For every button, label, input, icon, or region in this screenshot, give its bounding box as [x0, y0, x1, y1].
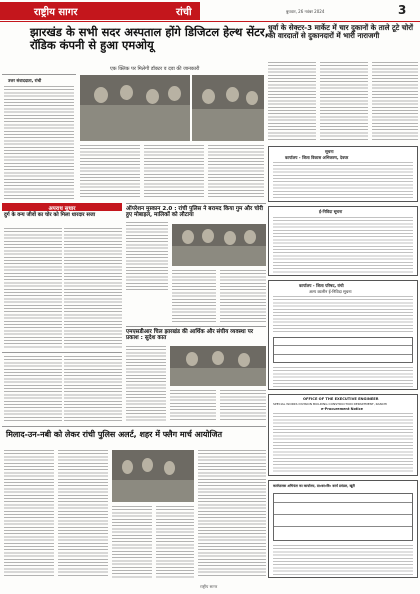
tender-table — [273, 337, 413, 363]
left-lower-col1 — [4, 356, 62, 422]
bottom-text-col5 — [198, 450, 266, 578]
sidebar-text — [4, 86, 74, 200]
page-footer — [0, 582, 420, 594]
crime-banner: अपराध सुधार — [2, 203, 122, 211]
rural-works-notice — [268, 480, 418, 578]
bottom-text-col3 — [112, 506, 152, 578]
bottom-text-col4 — [156, 506, 194, 578]
bottom-text-col1 — [4, 450, 54, 578]
lead-headline: झारखंड के सभी सदर अस्पताल होंगे डिजिटल हेल्थ सेंटर, रॉडिक कंपनी से हुआ एमओयू — [30, 25, 269, 53]
sidebar-byline: उत्तर संवाददाता, रांची — [8, 78, 42, 83]
mid2-headline: एमएसडीआर चिल झारखंड की आर्थिक और संघीय व्यवस्था पर प्रकाश : सुदेश कात — [126, 329, 254, 342]
ad1-title: सूचना — [325, 149, 334, 154]
banner-headline: दुर्ग के वन्य जीवों का चोर को मिला धारदार सजा — [4, 212, 96, 218]
page-number: 3 — [398, 3, 407, 17]
ad4-subtitle: SPECIAL WORKS DIVISION BUILDING CONSTRUCTION DEPARTMENT, RANCHI — [273, 402, 388, 406]
mid-text-col2 — [172, 270, 216, 322]
mid2-text-col3 — [220, 390, 266, 422]
mid-text-col3 — [220, 270, 266, 322]
ad4-notice-label: e-Procurement Notice — [321, 407, 363, 411]
tender-notice-2 — [268, 206, 418, 276]
ad1-office: कार्यालय - जिला विकास अभिकरण, देवघर — [285, 155, 349, 160]
lead-subhead: एक क्लिक पर मिलेगी डॉक्टर व दवा की जानकारी — [110, 66, 200, 72]
mobile-recovery-photo — [172, 224, 266, 266]
ad3-title: कार्यालय - जिला परिषद, रांची — [299, 283, 344, 288]
mid2-text-col1 — [126, 346, 166, 422]
issue-date: बुधवार, 26 नवंबर 2024 — [286, 9, 325, 14]
ad3-subtitle: अल्प कालीन ई-निविदा सूचना — [309, 289, 352, 294]
masthead-rule — [0, 21, 420, 22]
eprocurement-notice — [268, 394, 418, 476]
bottom-text-col2 — [58, 450, 108, 578]
lead-photo-2 — [192, 75, 264, 141]
ad5-title: कार्यपालक अभियंता का कार्यालय, ग्रा०का०वि० कार्य प्रमंडल, खूंटी — [273, 484, 355, 488]
mid2-photo — [170, 346, 266, 386]
flag-march-photo — [112, 450, 194, 502]
lead-text-col2 — [144, 145, 204, 199]
side-text-col3 — [372, 62, 418, 142]
mid2-text-col2 — [170, 390, 216, 422]
banner-text-col2 — [64, 228, 122, 348]
ad4-title: OFFICE OF THE EXECUTIVE ENGINEER — [303, 397, 379, 401]
side-text-col1 — [268, 62, 316, 142]
zila-parishad-notice — [268, 280, 418, 390]
lead-photo — [80, 75, 190, 141]
side-text-col2 — [320, 62, 368, 142]
side-headline: धुर्वा के सेक्टर-3 मार्केट में चार दुकानों के ताले टूटे चोरों की वारदातों से दुकानदारों में भारी नाराजगी — [268, 23, 413, 41]
banner-text-col1 — [4, 228, 62, 348]
tender-notice-1 — [268, 146, 418, 202]
edition-city: रांची — [176, 7, 192, 18]
works-table — [273, 493, 413, 541]
bottom-headline: मिलाद-उन-नबी को लेकर रांची पुलिस अलर्ट, शहर में फ्लैग मार्च आयोजित — [6, 430, 223, 439]
lead-text-col1 — [80, 145, 140, 199]
masthead-banner — [0, 2, 200, 20]
lead-text-col3 — [208, 145, 264, 199]
paper-name: राष्ट्रीय सागर — [34, 7, 78, 18]
ad2-title: ई-निविदा सूचना — [319, 209, 343, 214]
left-lower-col2 — [64, 356, 122, 422]
sidebar-rule — [2, 74, 76, 75]
masthead — [0, 0, 420, 22]
mid-headline: ऑपरेशन मुस्कान 2.0 : रांची पुलिस ने बरामद किया गुम और चोरी हुए मोबाइल, मालिकों को लौटाया — [126, 206, 264, 219]
mid-text-col1 — [126, 222, 168, 292]
footer-folio: राष्ट्रीय सागर — [200, 584, 218, 589]
